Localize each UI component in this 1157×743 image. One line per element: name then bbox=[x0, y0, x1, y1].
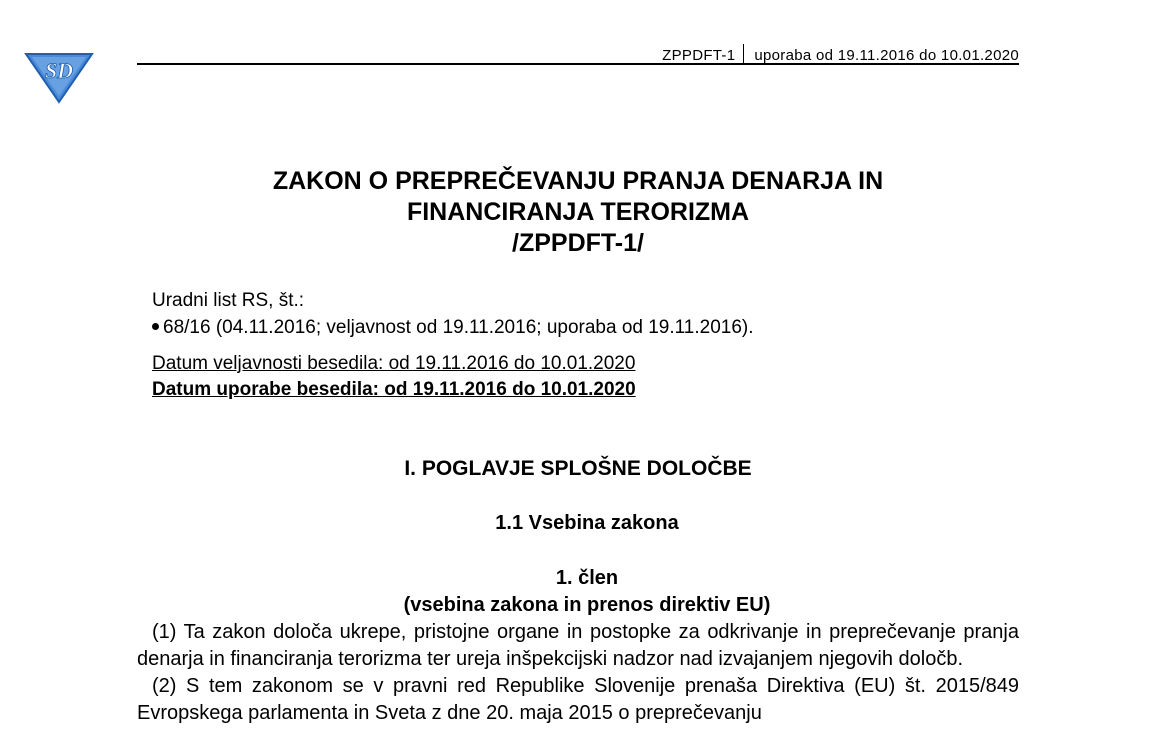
running-header bbox=[137, 44, 1019, 64]
title-line-2: FINANCIRANJA TERORIZMA bbox=[406, 198, 750, 226]
article-number: 1. člen bbox=[555, 567, 619, 589]
article-body bbox=[137, 619, 1019, 727]
chapter-heading: I. POGLAVJE SPLOŠNE DOLOČBE bbox=[404, 457, 752, 480]
article-title: (vsebina zakona in prenos direktiv EU) bbox=[403, 594, 771, 616]
gazette-label: Uradni list RS, št.: bbox=[152, 290, 305, 311]
gazette-info bbox=[152, 287, 754, 341]
svg-text:SD: SD bbox=[44, 58, 74, 83]
validity-date: Datum veljavnosti besedila: od 19.11.2016 do 10.01.2020 bbox=[152, 353, 636, 374]
title-line-1: ZAKON O PREPREČEVANJU PRANJA DENARJA IN bbox=[272, 167, 884, 195]
article-heading bbox=[137, 565, 1037, 619]
subchapter-heading: 1.1 Vsebina zakona bbox=[495, 512, 679, 534]
header-code: ZPPDFT-1 bbox=[662, 47, 736, 64]
publisher-logo bbox=[22, 48, 96, 104]
text-dates bbox=[152, 351, 636, 403]
header-separator bbox=[743, 44, 744, 64]
bullet-icon bbox=[152, 323, 159, 330]
gazette-entry-text: 68/16 (04.11.2016; veljavnost od 19.11.2016; uporaba od 19.11.2016). bbox=[163, 317, 754, 338]
paragraph: (2) S tem zakonom se v pravni red Republike Slovenije prenaša Direktiva (EU) št. 2015/849 Evropskega parlamenta in Sveta z dne 20. maja 2015 o preprečevanju bbox=[137, 675, 1019, 724]
header-rule bbox=[137, 63, 1019, 65]
document-title bbox=[137, 166, 1019, 259]
usage-date: Datum uporabe besedila: od 19.11.2016 do 10.01.2020 bbox=[152, 379, 636, 400]
gazette-entry bbox=[152, 314, 754, 341]
title-abbreviation: /ZPPDFT-1/ bbox=[512, 229, 644, 257]
paragraph: (1) Ta zakon določa ukrepe, pristojne organe in postopke za odkrivanje in preprečevanje pranja denarja in financiranja terorizma ter ureja inšpekcijski nadzor nad izvajanjem njegovih določb. bbox=[137, 621, 1019, 670]
header-usage: uporaba od 19.11.2016 do 10.01.2020 bbox=[754, 47, 1019, 64]
